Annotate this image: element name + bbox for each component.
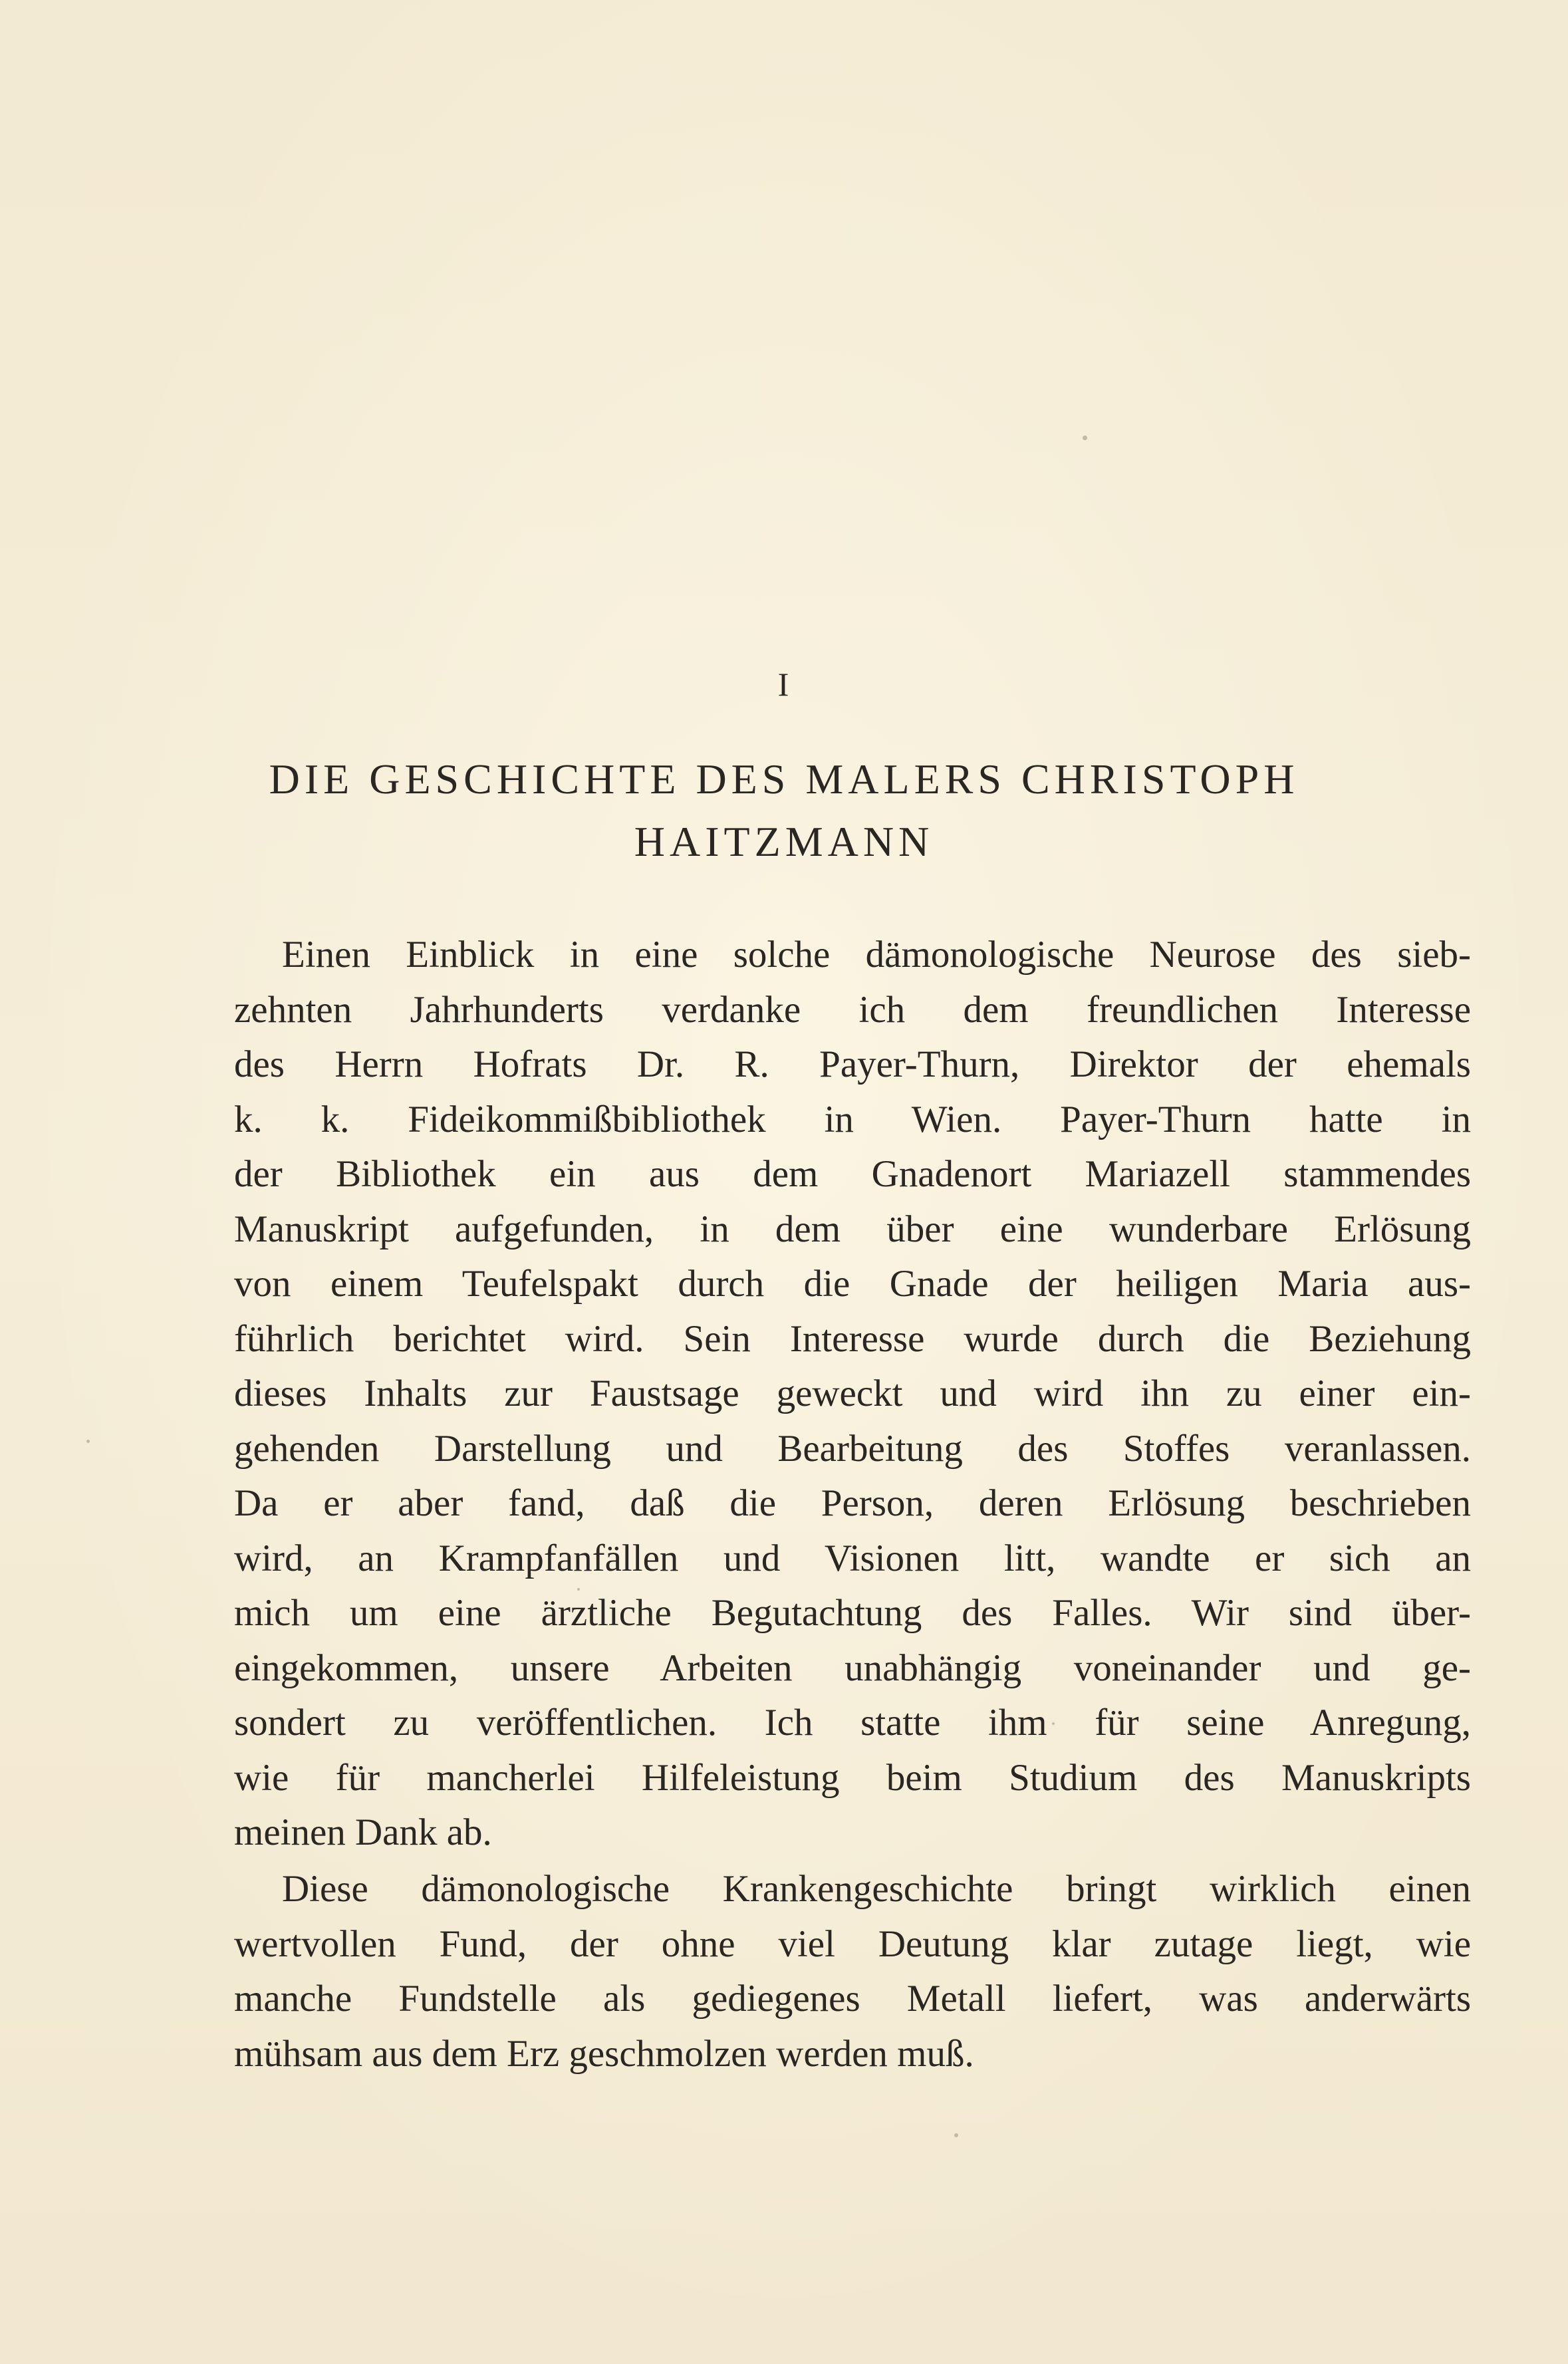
text-line: Einen Einblick in eine solche dämonologische Neurose des sieb- [282,934,1471,976]
chapter-title-line: HAITZMANN [634,818,934,865]
paper-speck [954,2133,958,2137]
text-line: dieses Inhalts zur Faustsage geweckt und wird ihn zu einer ein- [234,1373,1471,1414]
text-line: wertvollen Fund, der ohne viel Deutung klar zutage liegt, wie [234,1922,1471,1965]
chapter-title-line: DIE GESCHICHTE DES MALERS CHRISTOPH [269,755,1299,803]
text-line: Manuskript aufgefunden, in dem über eine wunderbare Erlösung [234,1208,1471,1250]
text-line: manche Fundstelle als gediegenes Metall liefert, was anderwärts [234,1978,1471,2020]
paper-speck [1083,436,1087,440]
text-line: zehnten Jahrhunderts verdanke ich dem freundlichen Interesse [234,988,1471,1031]
paper-speck [86,1440,90,1443]
chapter-number: I [777,666,791,703]
text-line: von einem Teufelspakt durch die Gnade der heiligen Maria aus- [234,1263,1471,1305]
text-line: gehenden Darstellung und Bearbeitung des Stoffes veranlassen. [234,1427,1471,1470]
text-line: wird, an Krampfanfällen und Visionen litt, wandte er sich an [234,1537,1471,1579]
paragraph-2 [234,1862,1471,2081]
text-line: Da er aber fand, daß die Person, deren Erlösung beschrieben [234,1482,1471,1524]
text-line: mühsam aus dem Erz geschmolzen werden muß. [234,2032,974,2075]
text-line: mich um eine ärztliche Begutachtung des Falles. Wir sind über- [234,1592,1471,1634]
text-line: Diese dämonologische Krankengeschichte bringt wirklich einen [282,1868,1471,1910]
text-line: eingekommen, unsere Arbeiten unabhängig voneinander und ge- [234,1646,1471,1689]
text-line: sondert zu veröffentlichen. Ich statte ihm für seine Anregung, [234,1702,1471,1744]
text-line: führlich berichtet wird. Sein Interesse wurde durch die Beziehung [234,1317,1471,1360]
text-line: der Bibliothek ein aus dem Gnadenort Mariazell stammendes [234,1153,1471,1195]
paragraph-1 [234,928,1471,1861]
text-line: meinen Dank ab. [234,1811,492,1853]
chapter-title [199,748,1369,873]
text-line: wie für mancherlei Hilfeleistung beim Studium des Manuskripts [234,1756,1471,1799]
text-line: des Herrn Hofrats Dr. R. Payer-Thurn, Direktor der ehemals [234,1043,1471,1085]
text-line: k. k. Fideikommißbibliothek in Wien. Payer-Thurn hatte in [234,1098,1471,1140]
